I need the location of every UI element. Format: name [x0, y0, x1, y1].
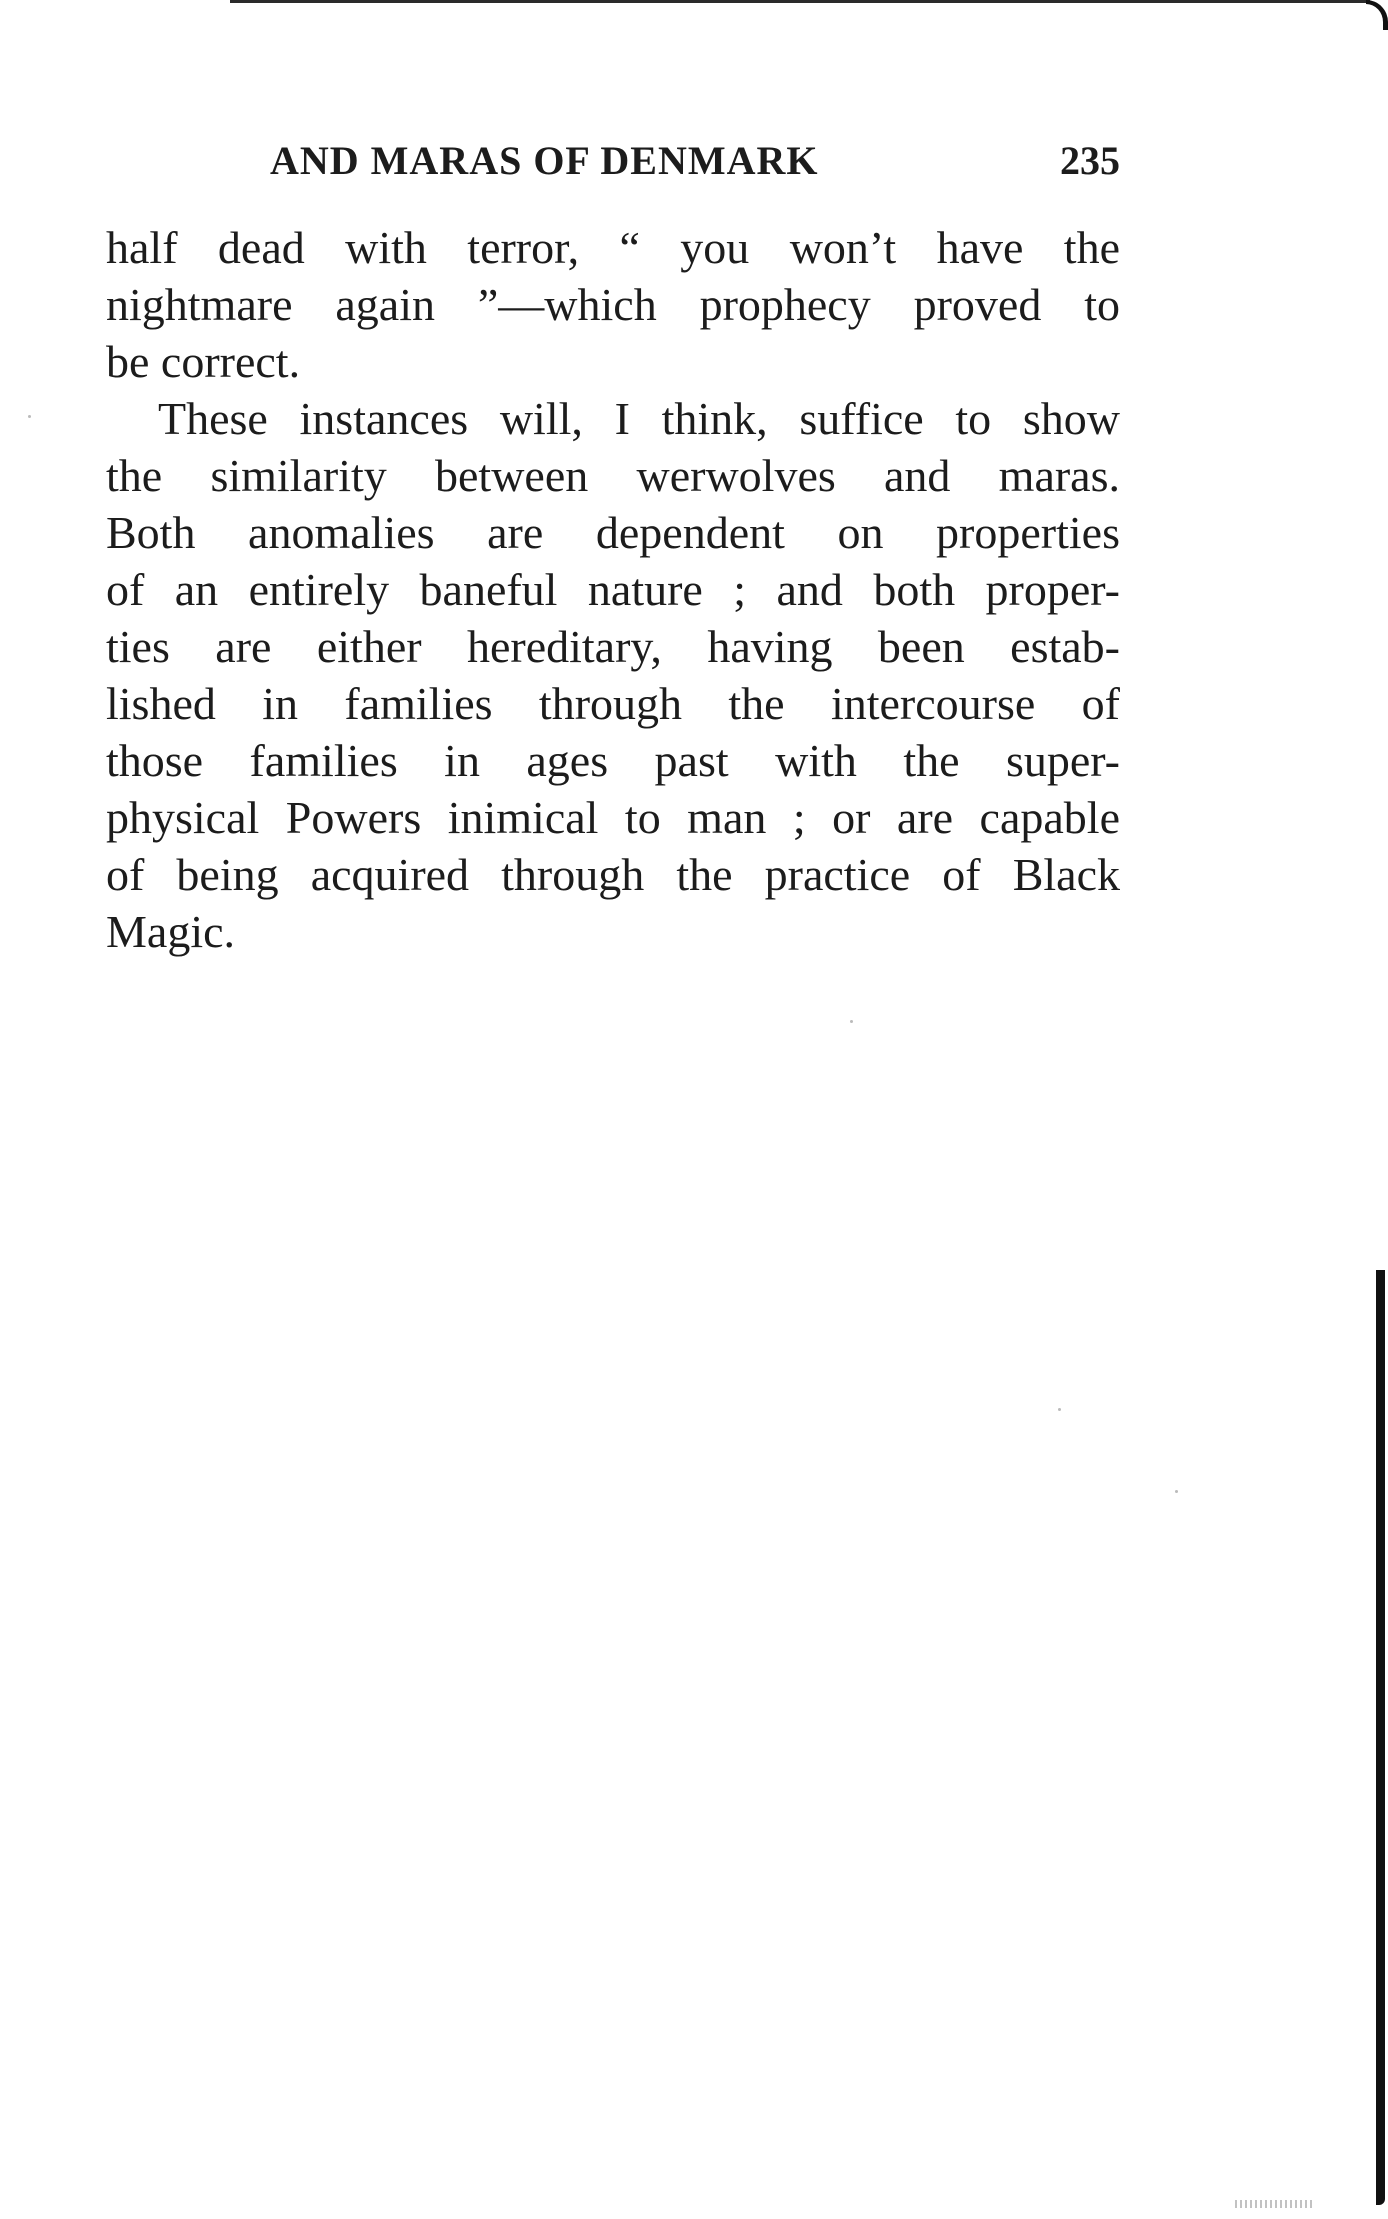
- scan-speck: [850, 1020, 853, 1023]
- text-line: half dead with terror, “ you won’t have the: [106, 222, 1120, 273]
- paragraph-2: [106, 390, 1120, 960]
- text-line: ties are either hereditary, having been estab-: [106, 621, 1120, 672]
- text-line: of being acquired through the practice of Black: [106, 849, 1120, 900]
- text-line: of an entirely baneful nature ; and both proper-: [106, 564, 1120, 615]
- text-line: These instances will, I think, suffice to show: [158, 393, 1120, 444]
- page-right-edge-shadow: [1376, 1270, 1385, 2205]
- scan-speck: [28, 415, 31, 418]
- text-line: those families in ages past with the super-: [106, 735, 1120, 786]
- top-edge-rule: [230, 0, 1370, 3]
- text-line: Both anomalies are dependent on properties: [106, 507, 1120, 558]
- text-line: Magic.: [106, 906, 236, 957]
- page-body: [106, 219, 1120, 960]
- text-line: be correct.: [106, 336, 301, 387]
- scan-speck: [1175, 1490, 1178, 1493]
- text-line: physical Powers inimical to man ; or are capable: [106, 792, 1120, 843]
- page-corner-mark: [1366, 0, 1388, 30]
- scan-speck: [1058, 1408, 1061, 1411]
- page-number: 235: [1060, 138, 1120, 183]
- scan-smudge: [1235, 2200, 1315, 2208]
- text-line: nightmare again ”—which prophecy proved to: [106, 279, 1120, 330]
- running-title: AND MARAS OF DENMARK: [270, 138, 819, 183]
- text-line: lished in families through the intercourse of: [106, 678, 1120, 729]
- text-line: the similarity between werwolves and maras.: [106, 450, 1120, 501]
- paragraph-1: [106, 219, 1120, 390]
- running-head: [270, 136, 1120, 186]
